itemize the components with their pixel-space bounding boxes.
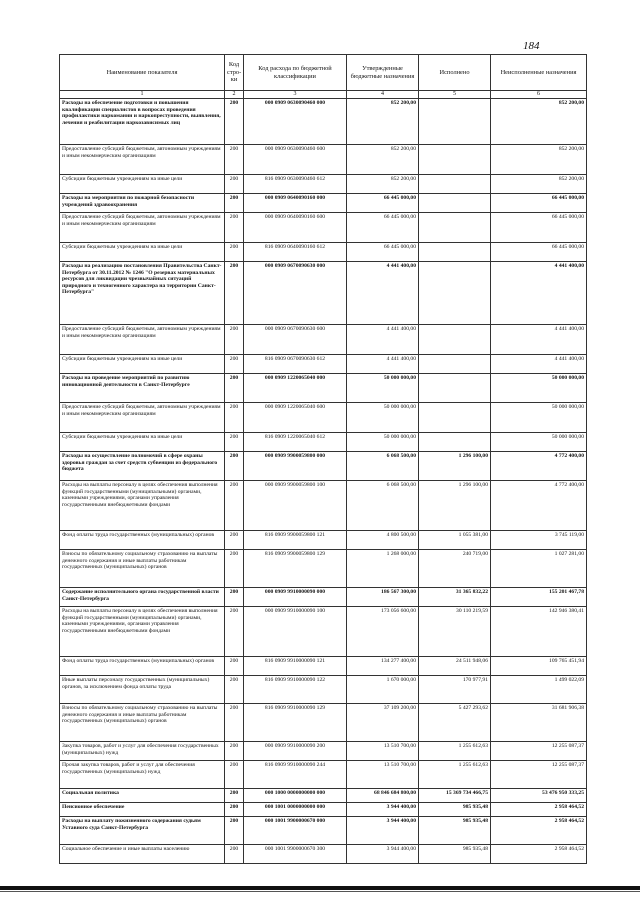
row-name: Расходы на мероприятия по пожарной безопасности учреждений здравоохранения [60, 194, 225, 213]
row-remaining: 50 000 000,00 [491, 433, 587, 452]
row-classification-code: 000 0909 0640090160 600 [244, 213, 347, 243]
row-executed: 985 935,48 [419, 817, 491, 845]
row-classification-code: 816 0909 9910000090 122 [244, 676, 347, 704]
row-approved: 4 800 500,00 [347, 531, 419, 550]
row-line-code: 200 [225, 374, 244, 403]
row-executed [419, 374, 491, 403]
page-number: 184 [523, 40, 540, 52]
row-remaining: 12 255 087,37 [491, 742, 587, 761]
table-row [60, 607, 587, 657]
row-line-code: 200 [225, 262, 244, 325]
row-classification-code: 816 0909 9910000090 244 [244, 761, 347, 789]
row-line-code: 200 [225, 550, 244, 588]
row-line-code: 200 [225, 845, 244, 864]
row-classification-code: 000 0909 1220065040 000 [244, 374, 347, 403]
row-line-code: 200 [225, 452, 244, 481]
row-remaining: 155 201 467,78 [491, 588, 587, 607]
row-classification-code: 816 0909 1220065040 612 [244, 433, 347, 452]
row-classification-code: 816 0909 9910000090 121 [244, 657, 347, 676]
row-executed [419, 213, 491, 243]
header-remaining: Неисполненные назначения [491, 55, 587, 91]
row-line-code: 200 [225, 817, 244, 845]
row-remaining: 66 445 000,00 [491, 243, 587, 262]
row-approved: 66 445 000,00 [347, 243, 419, 262]
row-name: Предоставление субсидий бюджетным, автономным учреждениям и иным некоммерческим организациям [60, 403, 225, 433]
row-line-code: 200 [225, 803, 244, 817]
row-executed: 1 055 381,00 [419, 531, 491, 550]
row-line-code: 200 [225, 194, 244, 213]
row-remaining: 12 255 087,37 [491, 761, 587, 789]
row-name: Субсидии бюджетным учреждениям на иные цели [60, 355, 225, 374]
header-executed: Исполнено [419, 55, 491, 91]
column-number: 3 [244, 91, 347, 99]
row-approved: 37 109 200,00 [347, 704, 419, 742]
row-name: Расходы на выплаты персоналу в целях обеспечения выполнения функций государственными (муниципальными) органами, казенными учреждениями, органами управления государственными внебюджетными фондами [60, 607, 225, 657]
row-name: Социальная политика [60, 789, 225, 803]
row-approved: 66 445 000,00 [347, 194, 419, 213]
scan-edge-line [0, 891, 640, 892]
row-approved: 852 200,00 [347, 99, 419, 145]
table-row [60, 355, 587, 374]
row-executed: 240 719,00 [419, 550, 491, 588]
table-row [60, 194, 587, 213]
scan-edge-bar [0, 886, 640, 890]
row-name: Социальное обеспечение и иные выплаты населению [60, 845, 225, 864]
row-classification-code: 000 0909 0630090460 000 [244, 99, 347, 145]
row-classification-code: 000 0909 9910000090 000 [244, 588, 347, 607]
row-classification-code: 000 0909 1220065040 600 [244, 403, 347, 433]
row-classification-code: 816 0909 0640090160 612 [244, 243, 347, 262]
table-row [60, 676, 587, 704]
row-line-code: 200 [225, 243, 244, 262]
row-remaining: 142 946 380,41 [491, 607, 587, 657]
row-line-code: 200 [225, 145, 244, 175]
row-line-code: 200 [225, 704, 244, 742]
row-name: Фонд оплаты труда государственных (муниципальных) органов [60, 531, 225, 550]
row-line-code: 200 [225, 531, 244, 550]
row-name: Фонд оплаты труда государственных (муниципальных) органов [60, 657, 225, 676]
row-executed [419, 175, 491, 194]
row-classification-code: 000 0909 9900059800 000 [244, 452, 347, 481]
header-indicator-name: Наименование показателя [60, 55, 225, 91]
row-approved: 66 445 000,00 [347, 213, 419, 243]
row-remaining: 4 772 400,00 [491, 481, 587, 531]
row-name: Предоставление субсидий бюджетным, автономным учреждениям и иным некоммерческим организациям [60, 145, 225, 175]
row-approved: 134 277 400,00 [347, 657, 419, 676]
row-classification-code: 000 0909 0640090160 000 [244, 194, 347, 213]
row-approved: 13 510 700,00 [347, 761, 419, 789]
row-executed [419, 243, 491, 262]
row-remaining: 50 000 000,00 [491, 403, 587, 433]
row-remaining: 852 200,00 [491, 175, 587, 194]
table-row [60, 433, 587, 452]
row-line-code: 200 [225, 99, 244, 145]
row-remaining: 53 476 950 333,25 [491, 789, 587, 803]
header-classification-code: Код расхода по бюджетной классификации [244, 55, 347, 91]
row-executed: 1 255 612,63 [419, 742, 491, 761]
column-number: 2 [225, 91, 244, 99]
column-number: 4 [347, 91, 419, 99]
row-remaining: 2 958 464,52 [491, 817, 587, 845]
row-classification-code: 000 1001 0000000000 000 [244, 803, 347, 817]
row-remaining: 852 200,00 [491, 99, 587, 145]
row-name: Взносы по обязательному социальному страхованию на выплаты денежного содержания и иные выплаты работникам государственных (муниципальных) органов [60, 704, 225, 742]
row-approved: 6 068 500,00 [347, 452, 419, 481]
row-approved: 852 200,00 [347, 145, 419, 175]
row-classification-code: 816 0909 9910000090 129 [244, 704, 347, 742]
row-executed: 5 427 293,62 [419, 704, 491, 742]
row-approved: 4 441 400,00 [347, 262, 419, 325]
row-classification-code: 000 0909 0670090630 000 [244, 262, 347, 325]
row-remaining: 109 765 451,94 [491, 657, 587, 676]
row-executed: 1 296 100,00 [419, 481, 491, 531]
table-row [60, 213, 587, 243]
row-name: Иные выплаты персоналу государственных (муниципальных) органов, за исключением фонда оплаты труда [60, 676, 225, 704]
row-name: Прочая закупка товаров, работ и услуг для обеспечения государственных (муниципальных) нужд [60, 761, 225, 789]
table-row [60, 99, 587, 145]
row-line-code: 200 [225, 588, 244, 607]
table-row [60, 761, 587, 789]
column-number: 1 [60, 91, 225, 99]
row-approved: 1 268 000,00 [347, 550, 419, 588]
row-name: Субсидии бюджетным учреждениям на иные цели [60, 175, 225, 194]
row-approved: 50 000 000,00 [347, 403, 419, 433]
row-remaining: 4 441 400,00 [491, 262, 587, 325]
row-remaining: 50 000 000,00 [491, 374, 587, 403]
header-line-code: Код стро-ки [225, 55, 244, 91]
column-number: 5 [419, 91, 491, 99]
row-executed [419, 325, 491, 355]
row-approved: 13 510 700,00 [347, 742, 419, 761]
row-approved: 68 846 684 800,00 [347, 789, 419, 803]
table-row [60, 243, 587, 262]
row-remaining: 3 745 119,00 [491, 531, 587, 550]
row-classification-code: 816 0909 0670090630 612 [244, 355, 347, 374]
row-executed: 24 511 948,06 [419, 657, 491, 676]
table-row [60, 452, 587, 481]
table-row [60, 704, 587, 742]
row-classification-code: 000 1000 0000000000 000 [244, 789, 347, 803]
row-executed: 1 255 612,63 [419, 761, 491, 789]
row-remaining: 66 445 000,00 [491, 213, 587, 243]
row-executed: 1 296 100,00 [419, 452, 491, 481]
row-name: Субсидии бюджетным учреждениям на иные цели [60, 433, 225, 452]
row-name: Пенсионное обеспечение [60, 803, 225, 817]
table-row [60, 481, 587, 531]
row-remaining: 31 681 906,38 [491, 704, 587, 742]
table-row [60, 531, 587, 550]
row-line-code: 200 [225, 355, 244, 374]
row-executed [419, 194, 491, 213]
row-line-code: 200 [225, 676, 244, 704]
table-row [60, 657, 587, 676]
row-approved: 1 670 000,00 [347, 676, 419, 704]
row-remaining: 852 200,00 [491, 145, 587, 175]
row-approved: 852 200,00 [347, 175, 419, 194]
table-row [60, 803, 587, 817]
row-approved: 3 944 400,00 [347, 845, 419, 864]
row-remaining: 4 441 400,00 [491, 355, 587, 374]
row-executed [419, 262, 491, 325]
row-approved: 3 944 400,00 [347, 817, 419, 845]
row-line-code: 200 [225, 175, 244, 194]
row-name: Расходы на обеспечение подготовки и повышения квалификации специалистов в вопросах проведения профилактики наркомании и наркопреступности, выявления, лечения и реабилитации наркозависимых лиц [60, 99, 225, 145]
row-line-code: 200 [225, 433, 244, 452]
row-approved: 173 056 600,00 [347, 607, 419, 657]
row-classification-code: 816 0909 0630090460 612 [244, 175, 347, 194]
table-row [60, 845, 587, 864]
table-row [60, 145, 587, 175]
table-row [60, 374, 587, 403]
budget-execution-table [59, 54, 587, 864]
row-executed: 985 935,48 [419, 845, 491, 864]
row-line-code: 200 [225, 789, 244, 803]
table-row [60, 175, 587, 194]
row-remaining: 1 027 281,00 [491, 550, 587, 588]
row-line-code: 200 [225, 607, 244, 657]
column-number: 6 [491, 91, 587, 99]
row-line-code: 200 [225, 403, 244, 433]
row-line-code: 200 [225, 481, 244, 531]
table-row [60, 588, 587, 607]
row-classification-code: 000 0909 0630090460 600 [244, 145, 347, 175]
row-name: Расходы на проведение мероприятий по развитию инновационной деятельности в Санкт-Петербурге [60, 374, 225, 403]
row-remaining: 2 958 464,52 [491, 803, 587, 817]
row-remaining: 4 772 400,00 [491, 452, 587, 481]
row-name: Расходы на реализацию постановления Правительства Санкт-Петербурга от 30.11.2012 № 1246 "О резервах материальных ресурсов для ликвидации чрезвычайных ситуаций природного и техногенного характера на территории Санкт-Петербурга" [60, 262, 225, 325]
row-approved: 3 944 400,00 [347, 803, 419, 817]
row-executed [419, 403, 491, 433]
row-classification-code: 000 1001 9900000670 300 [244, 845, 347, 864]
table-row [60, 403, 587, 433]
row-executed [419, 145, 491, 175]
row-name: Закупка товаров, работ и услуг для обеспечения государственных (муниципальных) нужд [60, 742, 225, 761]
row-approved: 50 000 000,00 [347, 433, 419, 452]
row-executed: 15 369 734 466,75 [419, 789, 491, 803]
row-classification-code: 000 0909 9910000090 200 [244, 742, 347, 761]
row-name: Взносы по обязательному социальному страхованию на выплаты денежного содержания и иные выплаты работникам государственных (муниципальных) органов [60, 550, 225, 588]
table-row [60, 817, 587, 845]
row-executed [419, 99, 491, 145]
row-classification-code: 816 0909 9900059800 129 [244, 550, 347, 588]
table-row [60, 325, 587, 355]
table-row [60, 550, 587, 588]
row-name: Предоставление субсидий бюджетным, автономным учреждениям и иным некоммерческим организациям [60, 325, 225, 355]
row-classification-code: 000 0909 9910000090 100 [244, 607, 347, 657]
table-header-row [60, 55, 587, 91]
row-line-code: 200 [225, 761, 244, 789]
row-approved: 6 068 500,00 [347, 481, 419, 531]
row-name: Предоставление субсидий бюджетным, автономным учреждениям и иным некоммерческим организациям [60, 213, 225, 243]
row-name: Содержание исполнительного органа государственной власти Санкт-Петербурга [60, 588, 225, 607]
row-classification-code: 000 0909 0670090630 600 [244, 325, 347, 355]
row-remaining: 1 499 022,09 [491, 676, 587, 704]
row-line-code: 200 [225, 213, 244, 243]
row-approved: 4 441 400,00 [347, 355, 419, 374]
table-row [60, 262, 587, 325]
row-approved: 4 441 400,00 [347, 325, 419, 355]
row-executed: 170 977,91 [419, 676, 491, 704]
row-approved: 50 000 000,00 [347, 374, 419, 403]
table-row [60, 742, 587, 761]
row-name: Субсидии бюджетным учреждениям на иные цели [60, 243, 225, 262]
row-executed: 985 935,48 [419, 803, 491, 817]
table-body [60, 99, 587, 864]
row-executed: 30 110 219,59 [419, 607, 491, 657]
row-classification-code: 000 0909 9900059800 100 [244, 481, 347, 531]
row-line-code: 200 [225, 657, 244, 676]
row-approved: 186 567 300,00 [347, 588, 419, 607]
row-name: Расходы на осуществление полномочий в сфере охраны здоровья граждан за счет средств субвенции из федерального бюджета [60, 452, 225, 481]
row-remaining: 66 445 000,00 [491, 194, 587, 213]
row-remaining: 4 441 400,00 [491, 325, 587, 355]
column-number-row [60, 91, 587, 99]
row-name: Расходы на выплаты персоналу в целях обеспечения выполнения функций государственными (муниципальными) органами, казенными учреждениями, органами управления государственными внебюджетными фондами [60, 481, 225, 531]
row-executed [419, 355, 491, 374]
row-executed: 31 365 832,22 [419, 588, 491, 607]
row-executed [419, 433, 491, 452]
row-classification-code: 816 0909 9900059800 121 [244, 531, 347, 550]
row-classification-code: 000 1001 9900000670 000 [244, 817, 347, 845]
table-row [60, 789, 587, 803]
header-approved: Утвержденные бюджетные назначения [347, 55, 419, 91]
row-name: Расходы на выплату пожизненного содержания судьям Уставного суда Санкт-Петербурга [60, 817, 225, 845]
row-line-code: 200 [225, 742, 244, 761]
row-remaining: 2 958 464,52 [491, 845, 587, 864]
row-line-code: 200 [225, 325, 244, 355]
